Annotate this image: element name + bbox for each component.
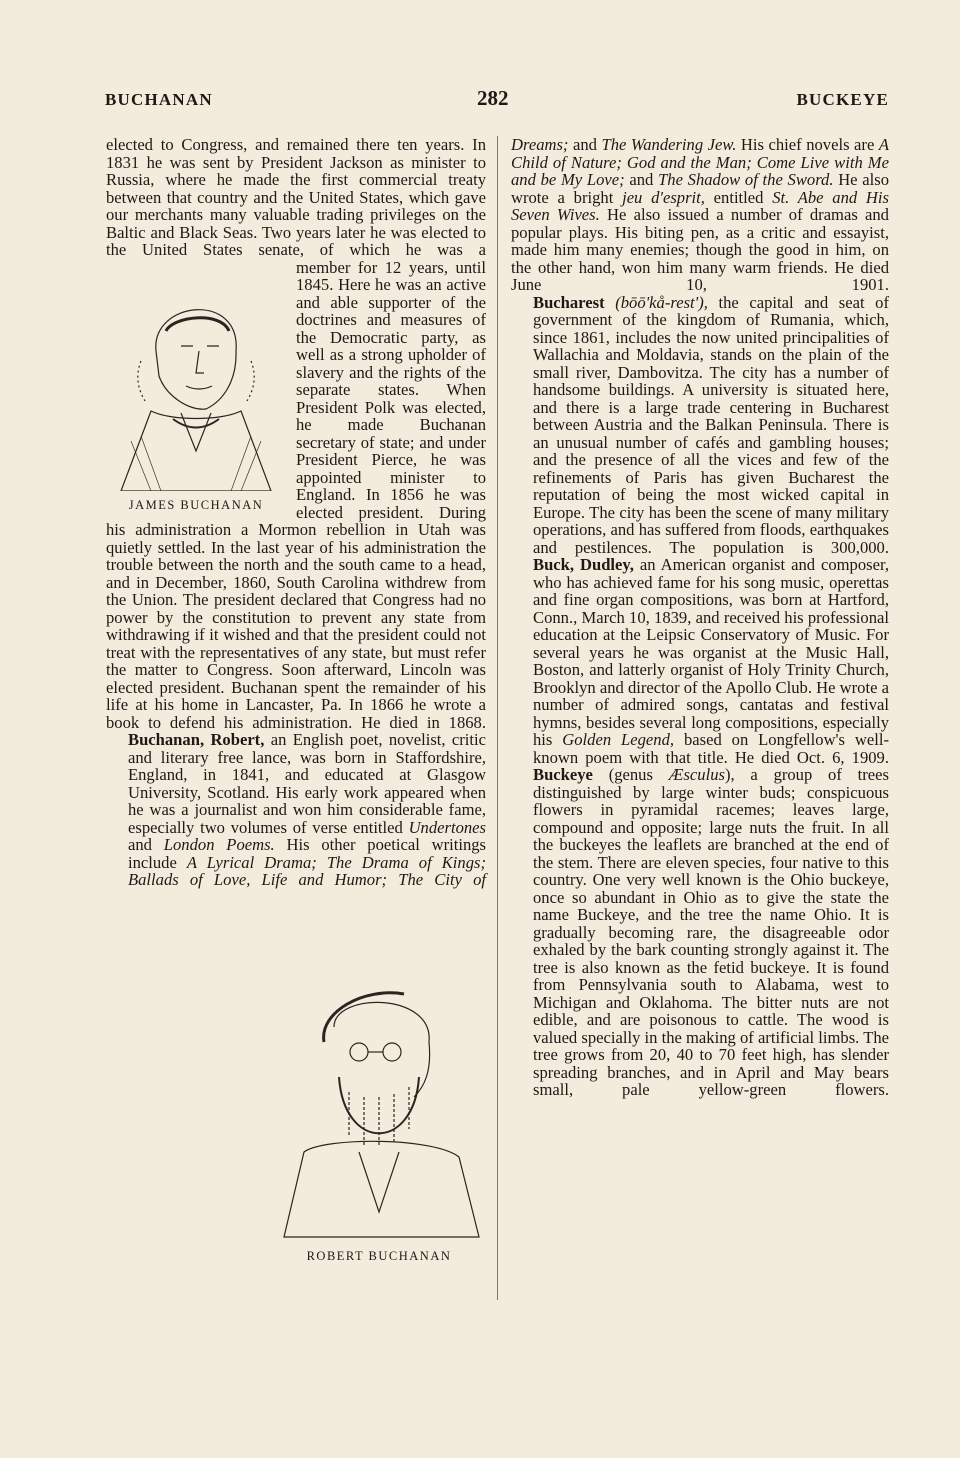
entry-text: and xyxy=(568,135,602,154)
entry-text: an American organist and composer, who has achieved fame for his song music, operettas and fine organ compositions, was born at Hartford, Conn., March 10, 1839, and received his professional education at the Leipsic Conservatory of Music. For several years he was organist at the Music Hall, Boston, and latterly organist of Holy Trinity Church, Brooklyn and director of the Apollo Club. He wrote a number of admired songs, cantatas and festival hymns, besides several long compositions, especially his xyxy=(533,555,889,749)
pronunciation: (bōō'kå-rest'), xyxy=(615,292,708,312)
entry-buck-dudley xyxy=(511,556,889,766)
entry-headword: Bucharest xyxy=(533,292,605,312)
portrait-caption: JAMES BUCHANAN xyxy=(128,497,264,512)
work-title: jeu d'esprit, xyxy=(622,187,705,207)
entry-text: (genus xyxy=(592,765,669,784)
header-left-guide-word: BUCHANAN xyxy=(105,90,213,109)
work-title: Undertones xyxy=(408,817,486,837)
paragraph: elected to Congress, and remained there ten years. In 1831 he was sent by President Jackson as minister to Russia, where he made the first commercial treaty between that country and the United States, which gave our merchants many valuable trading privileges on the Baltic and Black Seas. Two years later he was elected to the United States senate, of which he was a xyxy=(106,135,486,259)
entry-headword: Buchanan, Robert, xyxy=(128,730,265,749)
page-number: 282 xyxy=(477,86,509,110)
entry-text: entitled xyxy=(704,187,773,207)
work-title: The Wandering Jew. xyxy=(601,135,737,154)
portrait-caption: ROBERT BUCHANAN xyxy=(306,1249,452,1263)
header-right-guide-word: BUCKEYE xyxy=(796,90,889,109)
entry-text: His other poetical writings include xyxy=(128,835,487,872)
entry-buckeye xyxy=(511,766,889,1099)
entry-text: He also wrote a bright xyxy=(511,170,889,207)
work-title: London Poems. xyxy=(163,835,275,854)
entry-text: based on Longfellow's well-known poem with that title. He died Oct. 6, 1909. xyxy=(533,730,890,767)
work-title: A Lyrical Drama; The Drama of Kings; Ballads of Love, Life and Humor; The City of xyxy=(128,852,486,889)
column-divider xyxy=(497,136,498,1300)
genus-name: Æsculus xyxy=(668,765,725,784)
entry-text: He also issued a number of dramas and popular plays. His biting pen, as a critic and essayist, made him many enemies; though the good in him, on the other hand, won him many warm friends. He died June 10, 1901. xyxy=(511,205,889,294)
entry-text: and xyxy=(128,835,164,854)
robert-buchanan-portrait xyxy=(264,982,494,1242)
entry-continuation xyxy=(511,136,889,294)
paragraph: member for 12 years, until 1845. Here he was an active and able supporter of the doctrines and measures of the Democratic party, as well as a strong upholder of slavery and the rights of the separate states. When President Polk was elected, he made Buchanan secretary of state; and under President Pierce, he was appointed minister to England. In 1856 he was elected president. During his administration a Mormon rebellion in Utah was quietly settled. In the last year of his administration the trouble between the north and the south came to a head, and in December, 1860, South Carolina withdrew from the Union. The president declared that Congress had no power by the constitution to prevent any state from withdrawing if it wished and that the president could not treat with the representatives of any state, but must refer the matter to Congress. Soon afterward, Lincoln was elected president. Buchanan spent the remainder of his life at his home in Lancaster, Pa. In 1866 he wrote a book to defend his administration. He died in 1868. xyxy=(106,257,486,732)
james-buchanan-portrait xyxy=(111,261,281,491)
entry-text: an English poet, novelist, critic and literary free lance, was born in Staffordshire, England, in 1841, and educated at Glasgow University, Scotland. His early work appeared when he was a journalist and won him considerable fame, especially two volumes of verse entitled xyxy=(128,730,486,837)
work-title: Dreams; xyxy=(511,135,569,154)
entry-text: ), a group of trees distinguished by large winter buds; conspicuous flowers in pyramidal racemes; leaves large, compound and opposite; large nuts the fruit. In all the buckeyes the leaflets are branched at the end of the stem. There are eleven species, four native to this country. One very well known is the Ohio buckeye, once so abundant in Ohio as to give the state the name Buckeye, and the tree the name Ohio. It is gradually becoming rare, the disagreeable odor exhaled by the bark counting strongly against it. The tree is also known as the fetid buckeye. It is found from Pennsylvania south to Alabama, west to Michigan and Oklahoma. The bitter nuts are not edible, and are poisonous to cattle. The wood is valued specially in the making of artificial limbs. The tree grows from 20, 40 to 70 feet high, has slender spreading branches, and in April and May bears small, pale yellow-green flowers. xyxy=(533,765,889,1099)
entry-headword: Buck, Dudley, xyxy=(533,555,634,574)
right-column xyxy=(511,136,889,1099)
work-title: A Child of Nature; God and the Man; Come Live with Me and be My Love; xyxy=(511,135,889,189)
james-buchanan-figure xyxy=(106,261,286,515)
robert-buchanan-figure xyxy=(264,982,494,1266)
entry-text: His chief novels are xyxy=(736,135,879,154)
entry-text: and xyxy=(624,170,659,189)
work-title: Golden Legend, xyxy=(562,730,675,749)
entry-bucharest xyxy=(511,294,889,557)
running-header xyxy=(105,86,889,114)
entry-text: the capital and seat of government of the kingdom of Rumania, which, since 1861, includes the now united principalities of Wallachia and Moldavia, stands on the plain of the small river, Dambovitza. The city has a number of handsome buildings. A university is situated here, and there is a large trade centering in Bucharest between Austria and the Balkan Peninsula. There is an unusual number of cafés and gambling houses; and the presence of all the vices and few of the refinements of Paris has given Bucharest the reputation of being the most wicked capital in Europe. The city has been the scene of many military operations, and has suffered from floods, earthquakes and pestilences. The population is 300,000. xyxy=(533,292,889,557)
work-title: The Shadow of the Sword. xyxy=(658,170,834,189)
left-column xyxy=(106,135,487,1263)
entry-robert-buchanan xyxy=(106,731,486,889)
entry-headword: Buckeye xyxy=(533,765,593,784)
work-title: St. Abe and His Seven Wives. xyxy=(511,187,889,224)
